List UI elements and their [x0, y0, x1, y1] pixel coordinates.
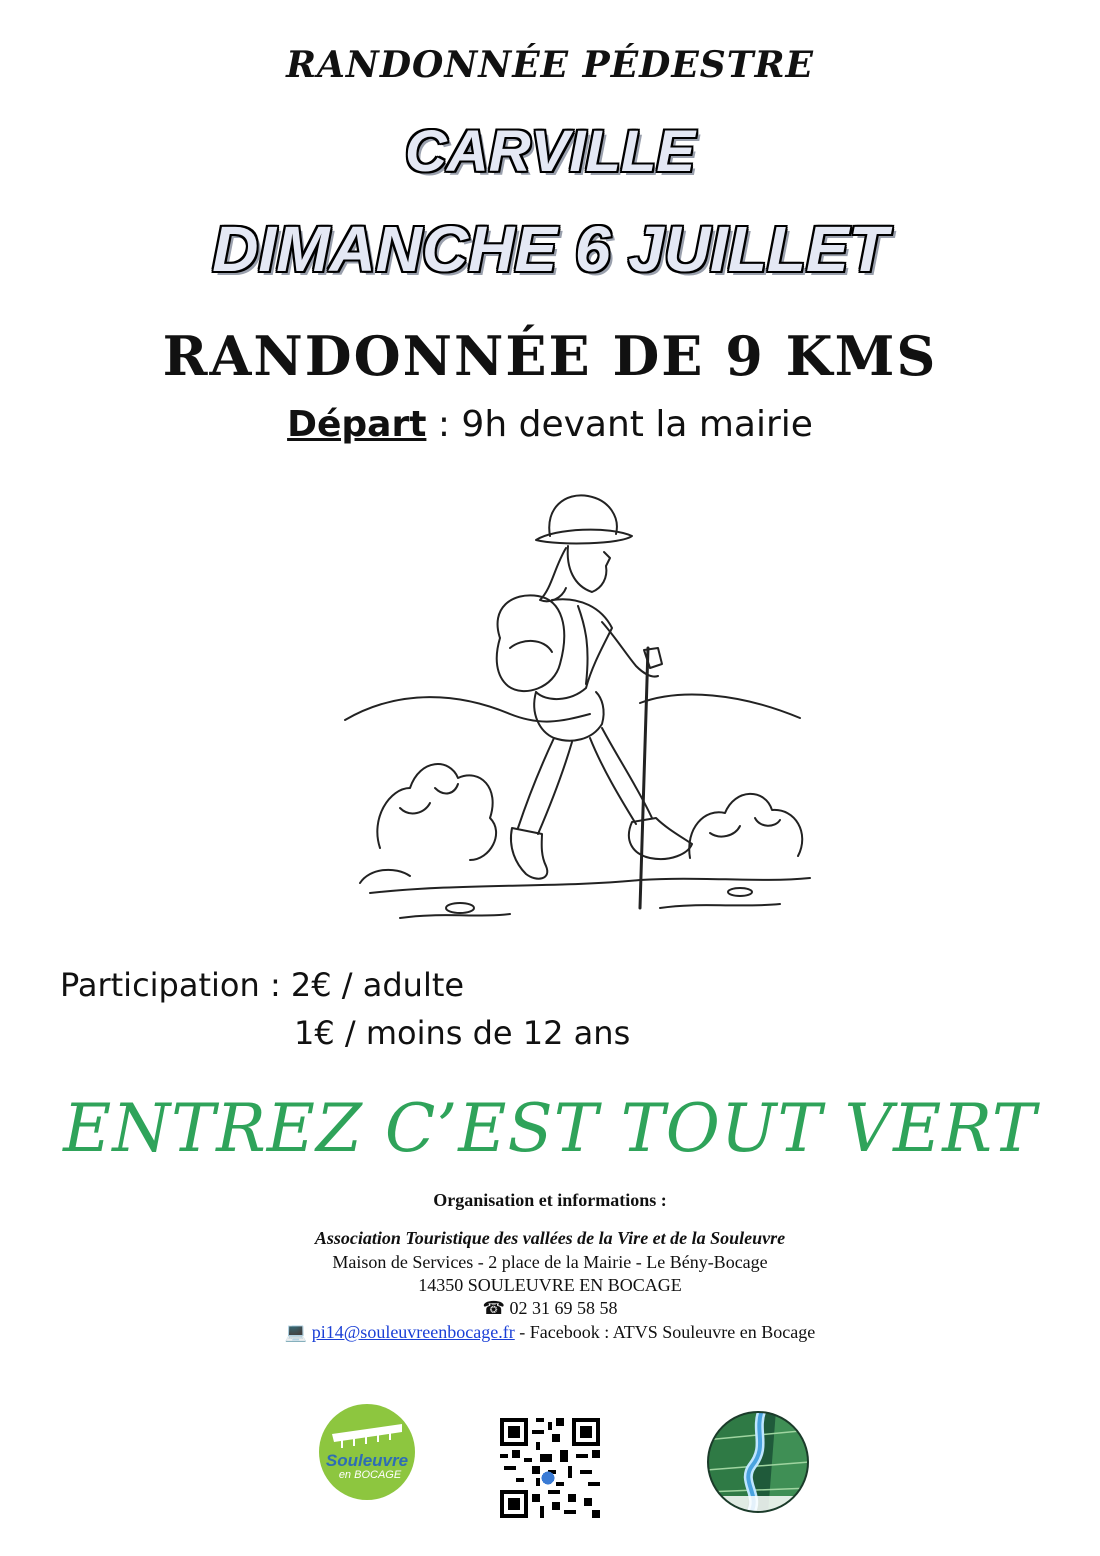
participation-line-child: 1€ / moins de 12 ans [294, 1014, 631, 1050]
contact-line [0, 1322, 1100, 1343]
association-name: Association Touristique des vallées de la Vire et de la Souleuvre [314, 1228, 786, 1248]
participation-line: Participation : 2€ / adulte [60, 966, 465, 1004]
computer-icon: 💻 [284, 1322, 308, 1342]
departure-line [0, 404, 1100, 445]
logo-text-line2: en BOCAGE [338, 1469, 402, 1481]
info-title: Organisation et informations : [433, 1190, 667, 1210]
date-title: DIMANCHE 6 JUILLET [212, 213, 888, 285]
souleuvre-logo [312, 1402, 422, 1502]
city-line: 14350 SOULEUVRE EN BOCAGE [418, 1275, 682, 1295]
departure-text: : 9h devant la mairie [426, 404, 813, 445]
address-line: Maison de Services - 2 place de la Mairie - Le Bény-Bocage [332, 1252, 768, 1272]
departure-label: Départ [287, 404, 427, 445]
qr-code-icon [500, 1418, 600, 1518]
logo-text-line1: Souleuvre [325, 1451, 409, 1470]
telephone-icon: ☎ [482, 1298, 505, 1318]
facebook-text: - Facebook : ATVS Souleuvre en Bocage [514, 1322, 816, 1342]
phone-line [0, 1298, 1100, 1319]
atvs-river-logo [706, 1410, 810, 1514]
town-title: CARVILLE [405, 119, 695, 184]
kicker-title: RANDONNÉE PÉDESTRE [286, 44, 814, 86]
hiker-illustration-icon [340, 488, 820, 948]
distance-title: RANDONNÉE DE 9 KMS [162, 324, 938, 388]
slogan: ENTREZ C’EST TOUT VERT [63, 1090, 1037, 1167]
email-link[interactable]: pi14@souleuvreenbocage.fr [311, 1322, 515, 1342]
phone-number: 02 31 69 58 58 [509, 1298, 618, 1318]
